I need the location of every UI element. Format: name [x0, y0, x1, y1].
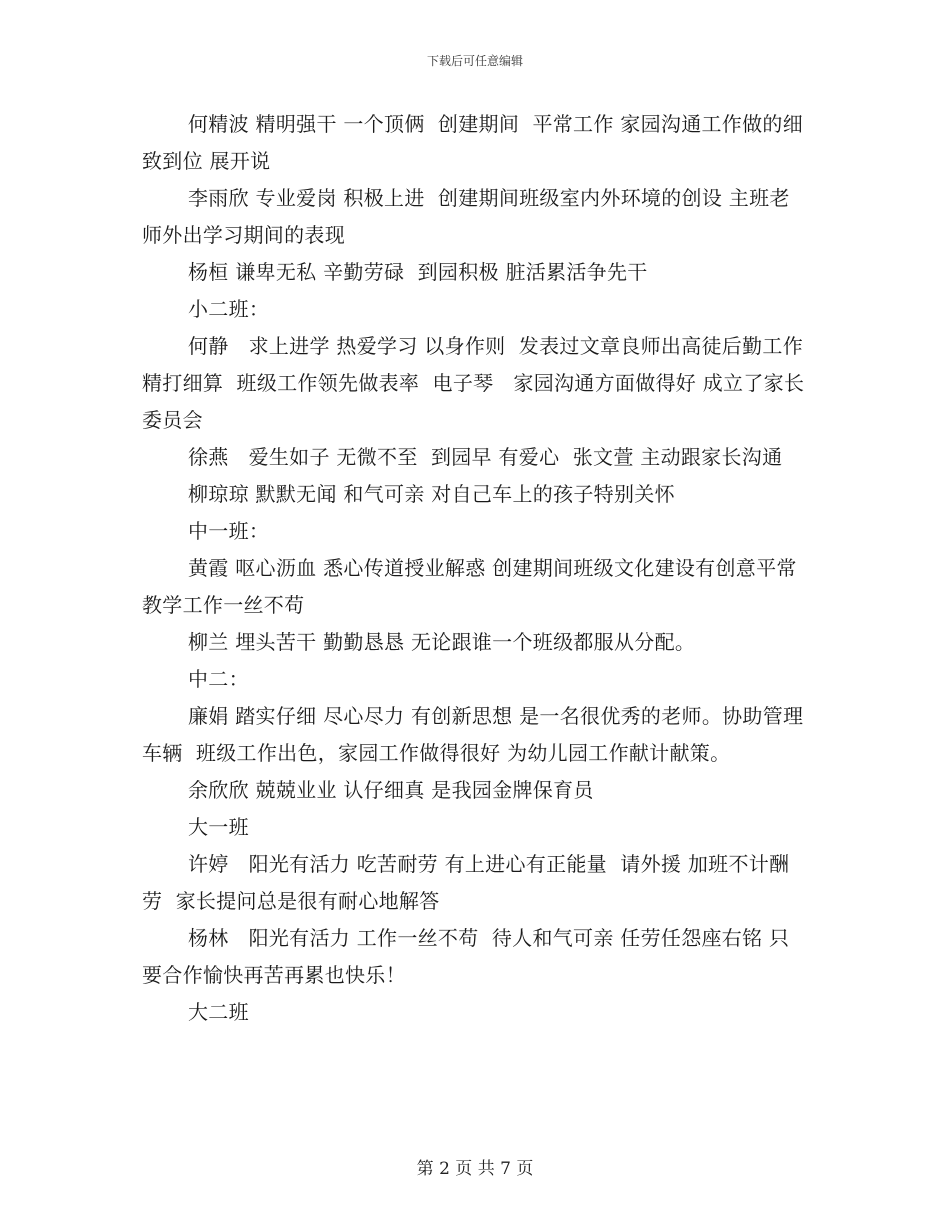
page-footer: 第 2 页 共 7 页 [416, 1159, 534, 1179]
paragraph: 何精波 精明强干 一个顶俩 创建期间 平常工作 家园沟通工作做的细致到位 展开说 [142, 112, 804, 173]
paragraph: 杨桓 谦卑无私 辛勤劳碌 到园积极 脏活累活争先干 [188, 260, 648, 284]
paragraph: 柳琼琼 默默无闻 和气可亲 对自己车上的孩子特别关怀 [188, 482, 675, 506]
section-heading: 中二： [188, 667, 249, 691]
paragraph: 李雨欣 专业爱岗 积极上进 创建期间班级室内外环境的创设 主班老师外出学习期间的表现 [142, 186, 790, 247]
page-header: 下载后可任意编辑 [426, 54, 523, 68]
paragraph: 徐燕 爱生如子 无微不至 到园早 有爱心 张文萱 主动跟家长沟通 [188, 445, 783, 469]
section-heading: 大二班 [188, 1000, 249, 1024]
paragraph: 廉娟 踏实仔细 尽心尽力 有创新思想 是一名很优秀的老师。协助管理车辆 班级工作出色，家园工作做得很好 为幼儿园工作献计献策。 [142, 704, 804, 765]
paragraph: 余欣欣 兢兢业业 认仔细真 是我园金牌保育员 [188, 778, 594, 802]
section-heading: 大一班 [188, 815, 249, 839]
document-body [142, 106, 808, 1031]
paragraph: 黄霞 呕心沥血 悉心传道授业解惑 创建期间班级文化建设有创意平常教学工作一丝不苟 [142, 556, 797, 617]
paragraph: 柳兰 埋头苦干 勤勤恳恳 无论跟谁一个班级都服从分配。 [188, 630, 696, 654]
paragraph: 何静 求上进学 热爱学习 以身作则 发表过文章良师出高徒后勤工作精打细算 班级工作领先做表率 电子琴 家园沟通方面做得好 成立了家长委员会 [142, 334, 805, 432]
paragraph: 许婷 阳光有活力 吃苦耐劳 有上进心有正能量 请外援 加班不计酬劳 家长提问总是很有耐心地解答 [142, 852, 790, 913]
section-heading: 小二班： [188, 297, 270, 321]
section-heading: 中一班： [188, 519, 270, 543]
paragraph: 杨林 阳光有活力 工作一丝不苟 待人和气可亲 任劳任怨座右铭 只要合作愉快再苦再累也快乐！ [142, 926, 790, 987]
